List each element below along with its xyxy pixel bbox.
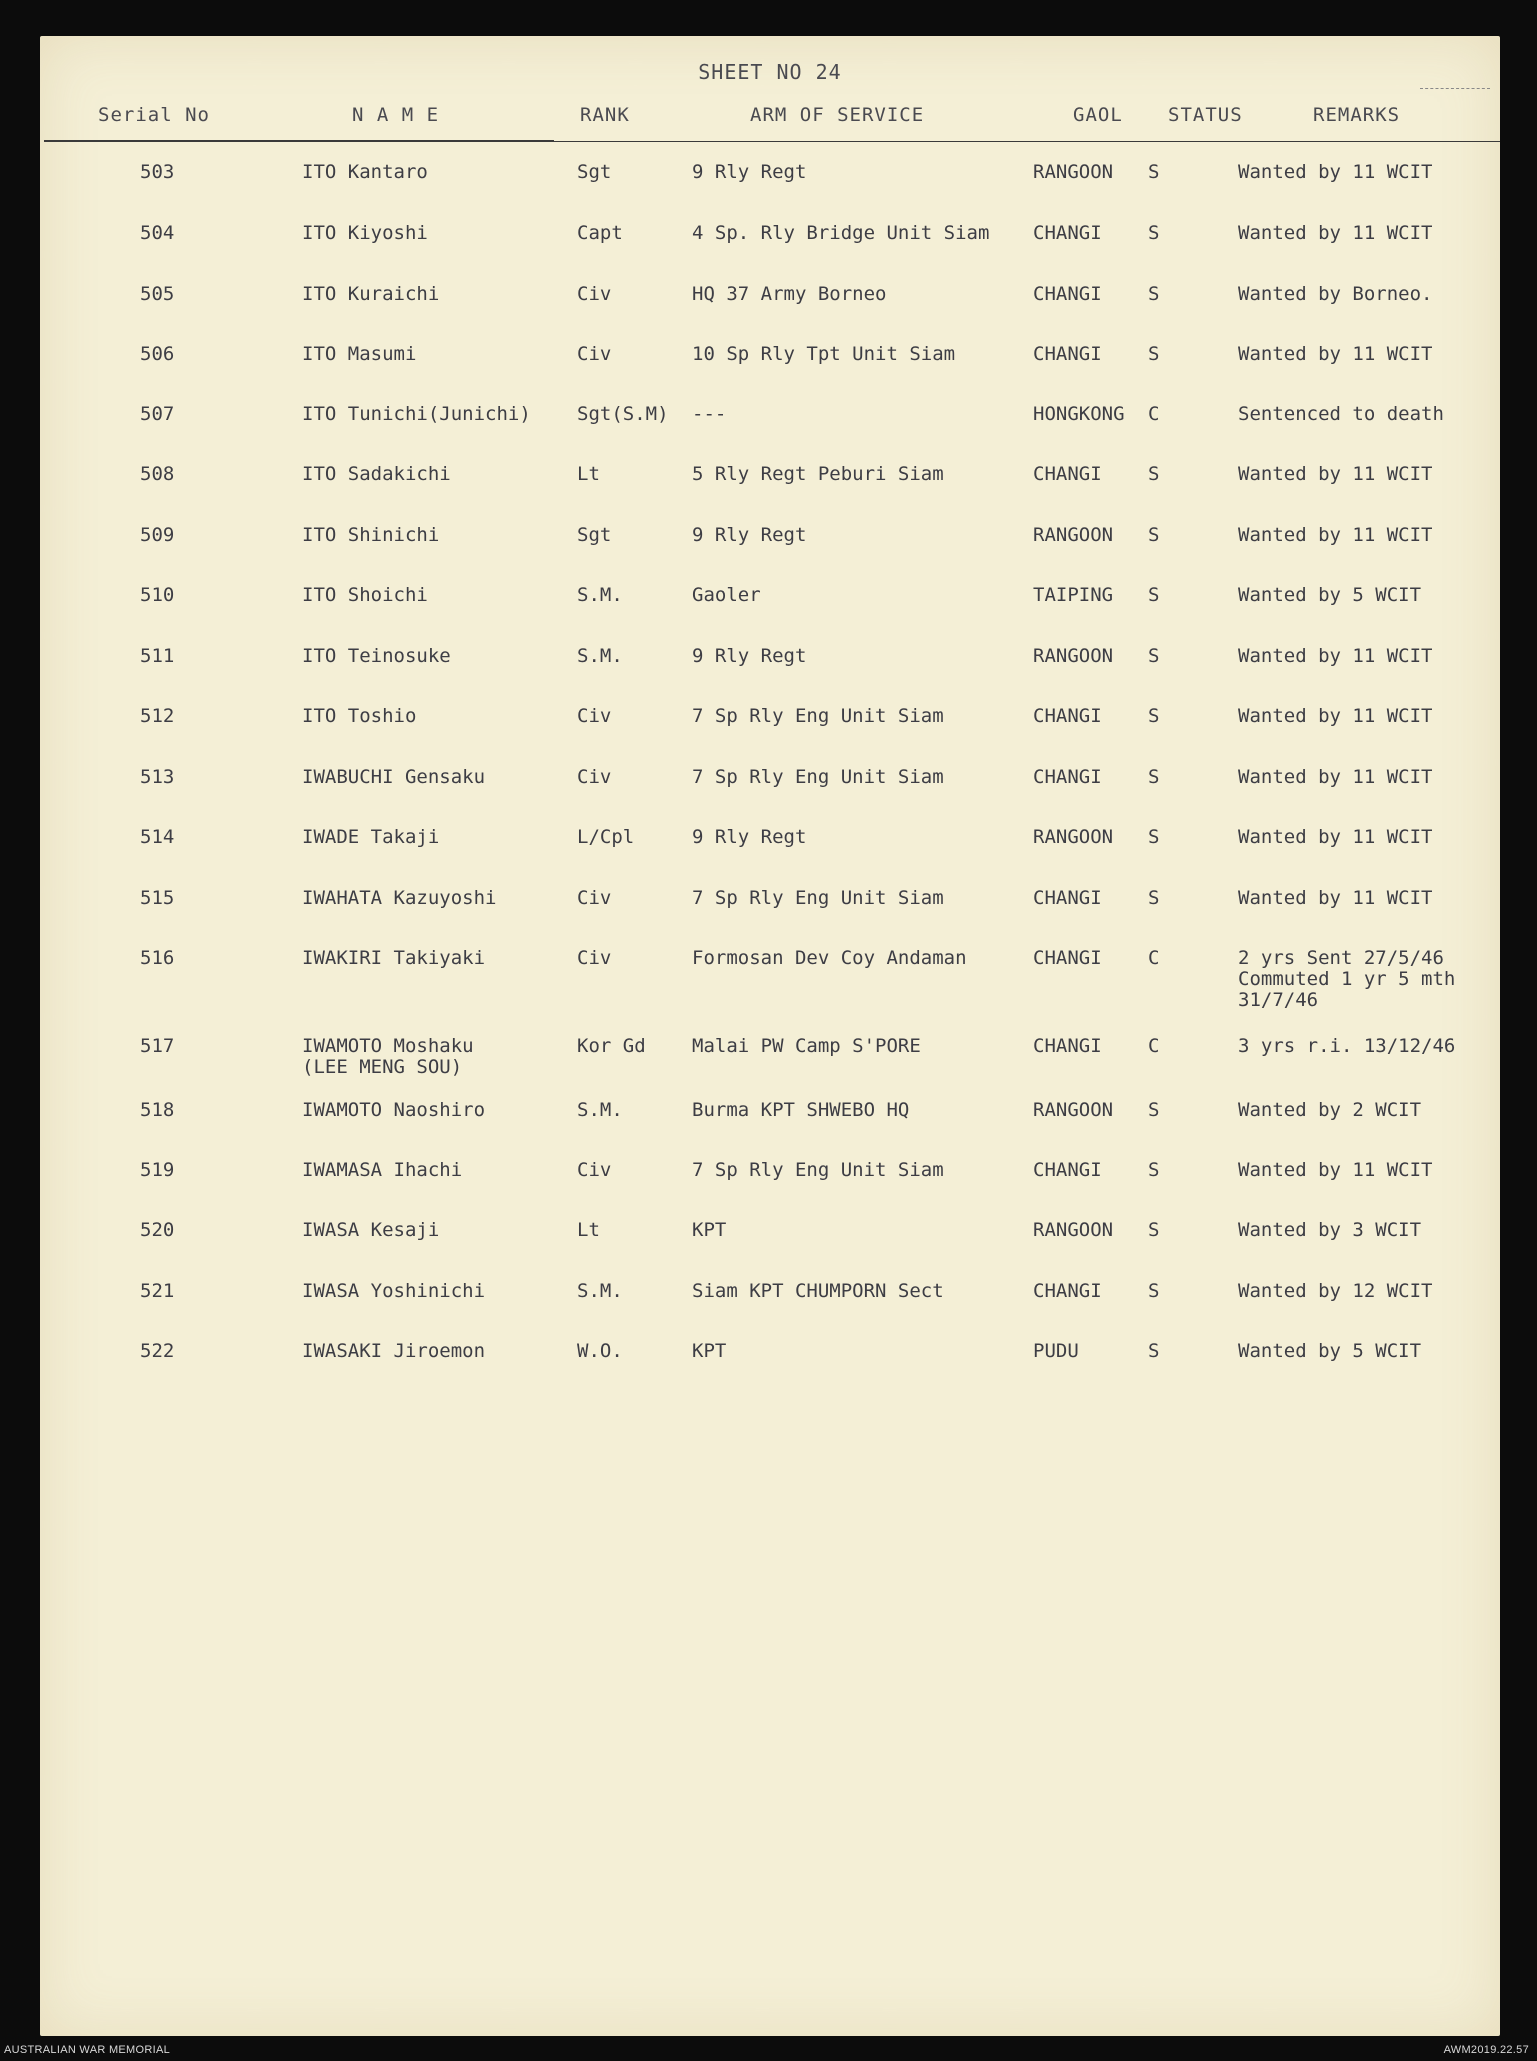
cell-arm: Siam KPT CHUMPORN Sect (692, 1280, 944, 1302)
header-remarks: REMARKS (1313, 104, 1401, 126)
cell-arm: 9 Rly Regt (692, 645, 807, 667)
cell-status: C (1148, 1035, 1160, 1057)
cell-gaol: CHANGI (1033, 947, 1102, 969)
cell-name: IWABUCHI Gensaku (302, 766, 486, 788)
cell-status: S (1148, 887, 1160, 909)
header-rank: RANK (580, 104, 630, 126)
cell-gaol: CHANGI (1033, 1035, 1102, 1057)
header-serial: Serial No (98, 104, 210, 126)
cell-rank: Civ (577, 1159, 612, 1181)
cell-gaol: CHANGI (1033, 283, 1102, 305)
cell-rank: S.M. (577, 1099, 623, 1121)
cell-remarks: Wanted by 11 WCIT (1238, 524, 1433, 546)
cell-gaol: CHANGI (1033, 766, 1102, 788)
cell-rank: L/Cpl (577, 826, 635, 848)
cell-rank: Civ (577, 766, 612, 788)
sheet-title: SHEET NO 24 (698, 60, 842, 84)
cell-arm: 7 Sp Rly Eng Unit Siam (692, 1159, 944, 1181)
cell-gaol: HONGKONG (1033, 403, 1125, 425)
cell-rank: Sgt (577, 161, 612, 183)
table-row (40, 948, 1500, 1018)
cell-remarks: Wanted by 11 WCIT (1238, 826, 1433, 848)
cell-rank: Civ (577, 283, 612, 305)
cell-name: IWADE Takaji (302, 826, 440, 848)
cell-gaol: RANGOON (1033, 826, 1114, 848)
cell-name: ITO Shoichi (302, 584, 428, 606)
cell-remarks: Wanted by 12 WCIT (1238, 1280, 1433, 1302)
cell-name: ITO Kiyoshi (302, 222, 428, 244)
cell-rank: S.M. (577, 645, 623, 667)
cell-serial: 512 (140, 705, 175, 727)
cell-gaol: RANGOON (1033, 524, 1114, 546)
cell-status: S (1148, 705, 1160, 727)
cell-arm: Gaoler (692, 584, 761, 606)
cell-remarks: Wanted by 5 WCIT (1238, 584, 1422, 606)
cell-serial: 505 (140, 283, 175, 305)
cell-gaol: CHANGI (1033, 887, 1102, 909)
cell-serial: 509 (140, 524, 175, 546)
cell-remarks: Wanted by 11 WCIT (1238, 343, 1433, 365)
cell-gaol: CHANGI (1033, 1159, 1102, 1181)
cell-name: ITO Toshio (302, 705, 417, 727)
cell-status: S (1148, 826, 1160, 848)
cell-status: S (1148, 161, 1160, 183)
cell-arm: 4 Sp. Rly Bridge Unit Siam (692, 222, 990, 244)
cell-rank: Civ (577, 705, 612, 727)
cell-remarks: 3 yrs r.i. 13/12/46 (1238, 1035, 1456, 1057)
cell-remarks: Wanted by Borneo. (1238, 283, 1433, 305)
cell-status: S (1148, 1280, 1160, 1302)
cell-name: ITO Sadakichi (302, 463, 451, 485)
cell-remarks: Wanted by 2 WCIT (1238, 1099, 1422, 1121)
cell-arm: KPT (692, 1219, 727, 1241)
cell-arm: 7 Sp Rly Eng Unit Siam (692, 887, 944, 909)
cell-name: ITO Shinichi (302, 524, 440, 546)
cell-status: S (1148, 1340, 1160, 1362)
cell-name: IWAKIRI Takiyaki (302, 947, 486, 969)
cell-serial: 503 (140, 161, 175, 183)
table-row (40, 1036, 1500, 1106)
cell-gaol: CHANGI (1033, 343, 1102, 365)
cell-status: S (1148, 584, 1160, 606)
cell-status: S (1148, 1099, 1160, 1121)
table-row (40, 1341, 1500, 1411)
cell-name: IWAHATA Kazuyoshi (302, 887, 497, 909)
header-rule-thin (554, 141, 1500, 142)
cell-name: IWAMOTO Moshaku (LEE MENG SOU) (302, 1035, 474, 1078)
cell-status: S (1148, 283, 1160, 305)
cell-remarks: Wanted by 5 WCIT (1238, 1340, 1422, 1362)
cell-name: IWAMOTO Naoshiro (302, 1099, 486, 1121)
cell-arm: Malai PW Camp S'PORE (692, 1035, 921, 1057)
cell-rank: Lt (577, 1219, 600, 1241)
cell-remarks: Wanted by 11 WCIT (1238, 645, 1433, 667)
cell-serial: 516 (140, 947, 175, 969)
cell-gaol: RANGOON (1033, 161, 1114, 183)
cell-serial: 514 (140, 826, 175, 848)
cell-remarks: Wanted by 11 WCIT (1238, 222, 1433, 244)
cell-arm: KPT (692, 1340, 727, 1362)
cell-rank: Lt (577, 463, 600, 485)
cell-name: ITO Kantaro (302, 161, 428, 183)
cell-status: S (1148, 463, 1160, 485)
cell-serial: 508 (140, 463, 175, 485)
margin-dash (1420, 88, 1490, 89)
cell-gaol: RANGOON (1033, 1099, 1114, 1121)
cell-serial: 513 (140, 766, 175, 788)
cell-serial: 515 (140, 887, 175, 909)
cell-remarks: Wanted by 11 WCIT (1238, 463, 1433, 485)
cell-serial: 518 (140, 1099, 175, 1121)
cell-serial: 522 (140, 1340, 175, 1362)
cell-gaol: CHANGI (1033, 222, 1102, 244)
header-rule (44, 140, 554, 142)
cell-name: IWASAKI Jiroemon (302, 1340, 486, 1362)
cell-remarks: Wanted by 11 WCIT (1238, 1159, 1433, 1181)
cell-status: S (1148, 1219, 1160, 1241)
cell-status: S (1148, 222, 1160, 244)
cell-arm: 5 Rly Regt Peburi Siam (692, 463, 944, 485)
cell-remarks: Wanted by 11 WCIT (1238, 887, 1433, 909)
cell-arm: 9 Rly Regt (692, 524, 807, 546)
cell-gaol: CHANGI (1033, 1280, 1102, 1302)
cell-arm: 10 Sp Rly Tpt Unit Siam (692, 343, 956, 365)
cell-gaol: CHANGI (1033, 705, 1102, 727)
cell-remarks: 2 yrs Sent 27/5/46 Commuted 1 yr 5 mth 31/7/46 (1238, 947, 1456, 1011)
cell-status: S (1148, 524, 1160, 546)
cell-rank: Capt (577, 222, 623, 244)
cell-remarks: Wanted by 11 WCIT (1238, 766, 1433, 788)
cell-remarks: Sentenced to death (1238, 403, 1444, 425)
cell-gaol: TAIPING (1033, 584, 1114, 606)
cell-serial: 517 (140, 1035, 175, 1057)
cell-rank: Kor Gd (577, 1035, 646, 1057)
cell-arm: Burma KPT SHWEBO HQ (692, 1099, 910, 1121)
header-arm-of-service: ARM OF SERVICE (750, 104, 925, 126)
cell-gaol: RANGOON (1033, 645, 1114, 667)
cell-rank: W.O. (577, 1340, 623, 1362)
cell-arm: 7 Sp Rly Eng Unit Siam (692, 766, 944, 788)
cell-rank: Civ (577, 947, 612, 969)
cell-name: ITO Tunichi(Junichi) (302, 403, 531, 425)
cell-serial: 520 (140, 1219, 175, 1241)
cell-arm: 9 Rly Regt (692, 161, 807, 183)
cell-remarks: Wanted by 11 WCIT (1238, 161, 1433, 183)
footer-credit: AUSTRALIAN WAR MEMORIAL (4, 2044, 171, 2056)
cell-name: ITO Kuraichi (302, 283, 440, 305)
document-page (40, 36, 1500, 2036)
cell-name: ITO Teinosuke (302, 645, 451, 667)
cell-status: C (1148, 947, 1160, 969)
cell-remarks: Wanted by 3 WCIT (1238, 1219, 1422, 1241)
header-name: N A M E (352, 104, 440, 126)
cell-serial: 521 (140, 1280, 175, 1302)
header-status: STATUS (1168, 104, 1243, 126)
cell-name: IWASA Kesaji (302, 1219, 440, 1241)
cell-gaol: RANGOON (1033, 1219, 1114, 1241)
footer-accession: AWM2019.22.57 (1443, 2044, 1529, 2056)
cell-serial: 510 (140, 584, 175, 606)
cell-status: S (1148, 766, 1160, 788)
header-gaol: GAOL (1073, 104, 1123, 126)
cell-serial: 504 (140, 222, 175, 244)
cell-name: ITO Masumi (302, 343, 417, 365)
cell-gaol: CHANGI (1033, 463, 1102, 485)
cell-rank: Civ (577, 343, 612, 365)
cell-arm: --- (692, 403, 727, 425)
cell-serial: 507 (140, 403, 175, 425)
cell-remarks: Wanted by 11 WCIT (1238, 705, 1433, 727)
cell-gaol: PUDU (1033, 1340, 1079, 1362)
cell-serial: 511 (140, 645, 175, 667)
cell-serial: 506 (140, 343, 175, 365)
cell-rank: S.M. (577, 1280, 623, 1302)
cell-arm: 9 Rly Regt (692, 826, 807, 848)
cell-status: S (1148, 343, 1160, 365)
cell-serial: 519 (140, 1159, 175, 1181)
cell-name: IWAMASA Ihachi (302, 1159, 463, 1181)
cell-arm: HQ 37 Army Borneo (692, 283, 887, 305)
cell-rank: S.M. (577, 584, 623, 606)
cell-rank: Civ (577, 887, 612, 909)
cell-rank: Sgt(S.M) (577, 403, 669, 425)
cell-arm: Formosan Dev Coy Andaman (692, 947, 967, 969)
cell-status: S (1148, 645, 1160, 667)
cell-status: S (1148, 1159, 1160, 1181)
cell-arm: 7 Sp Rly Eng Unit Siam (692, 705, 944, 727)
cell-name: IWASA Yoshinichi (302, 1280, 486, 1302)
cell-rank: Sgt (577, 524, 612, 546)
cell-status: C (1148, 403, 1160, 425)
